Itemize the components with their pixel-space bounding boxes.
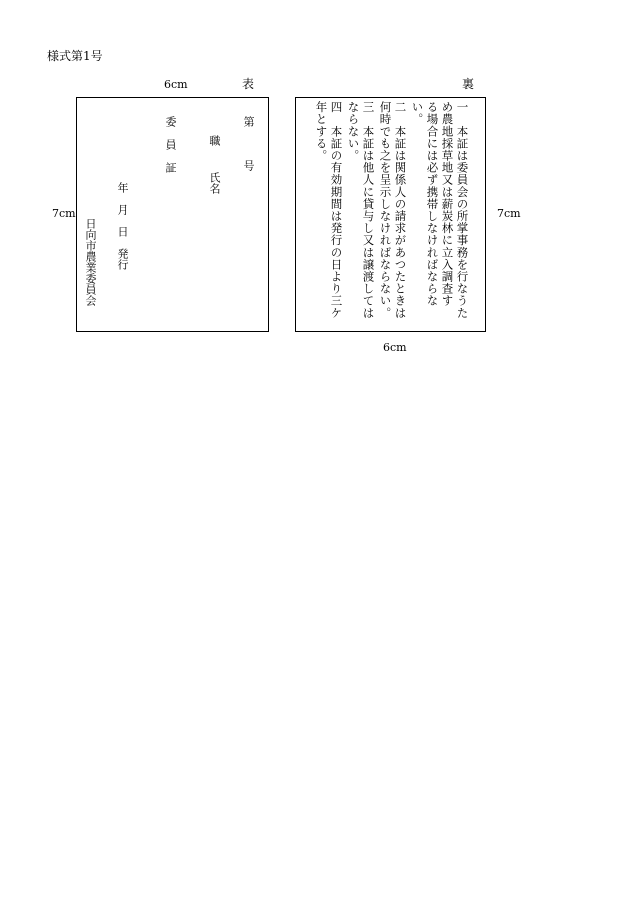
front-issue-date: 年 月 日 発行	[116, 182, 129, 270]
back-height-label: 7cm	[497, 207, 521, 220]
front-name-label: 氏名	[208, 172, 221, 194]
front-issuer: 日向市農業委員会	[84, 218, 97, 306]
back-width-label: 6cm	[383, 341, 407, 354]
back-line-1: 一 本証は委員会の所掌事務を行なうた	[455, 101, 470, 319]
front-height-label: 7cm	[52, 207, 76, 220]
back-line-3: る場合には必ず携帯しなければならな	[425, 101, 440, 307]
back-line-10: 年とする。	[314, 101, 329, 162]
back-line-4: い。	[410, 101, 425, 126]
back-line-6: 何時でも之を呈示しなければならない。	[378, 101, 393, 319]
front-position-label: 職	[208, 135, 221, 158]
back-side-label: 裏	[462, 77, 475, 91]
back-line-2: め農地採草地又は薪炭林に立入調査す	[440, 101, 455, 307]
back-line-5: 二 本証は関係人の請求があつたときは	[393, 101, 408, 319]
form-label: 様式第1号	[47, 49, 103, 63]
back-line-8: ならない。	[346, 101, 361, 162]
front-number-label: 第 号	[242, 116, 255, 171]
back-line-7: 三 本証は他人に貸与し又は譲渡しては	[361, 101, 376, 319]
front-width-label: 6cm	[164, 78, 188, 91]
back-line-9: 四 本証の有効期間は発行の日より三ケ	[329, 101, 344, 319]
front-card-title: 委員証	[164, 116, 177, 185]
front-side-label: 表	[242, 77, 255, 91]
